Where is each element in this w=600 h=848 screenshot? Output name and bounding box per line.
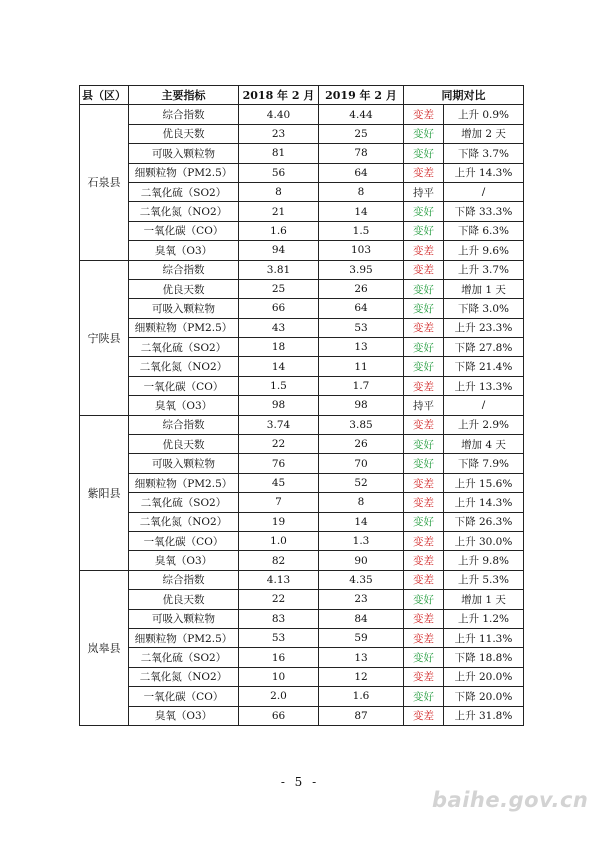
table-row — [80, 628, 524, 647]
county-name: 紫阳县 — [80, 415, 129, 570]
value-2018-cell: 16 — [239, 648, 319, 667]
value-2019-cell: 4.44 — [319, 105, 404, 124]
indicator-cell: 二氧化氮（NO2） — [129, 667, 239, 686]
indicator-cell: 二氧化硫（SO2） — [129, 648, 239, 667]
change-cell: 上升 30.0% — [444, 531, 524, 550]
value-2019-cell: 14 — [319, 202, 404, 221]
value-2018-cell: 3.74 — [239, 415, 319, 434]
change-cell: 增加 2 天 — [444, 124, 524, 143]
table-row — [80, 241, 524, 260]
value-2019-cell: 1.3 — [319, 531, 404, 550]
county-name: 宁陕县 — [80, 260, 129, 415]
table-row — [80, 706, 524, 725]
indicator-cell: 可吸入颗粒物 — [129, 144, 239, 163]
indicator-cell: 可吸入颗粒物 — [129, 299, 239, 318]
table-row — [80, 182, 524, 201]
change-cell: / — [444, 396, 524, 415]
value-2018-cell: 22 — [239, 435, 319, 454]
trend-cell: 变好 — [404, 124, 444, 143]
indicator-cell: 细颗粒物（PM2.5） — [129, 163, 239, 182]
table-row — [80, 144, 524, 163]
value-2019-cell: 26 — [319, 435, 404, 454]
trend-cell: 变差 — [404, 628, 444, 647]
change-cell: 上升 2.9% — [444, 415, 524, 434]
indicator-cell: 优良天数 — [129, 590, 239, 609]
trend-cell: 持平 — [404, 182, 444, 201]
trend-cell: 变好 — [404, 357, 444, 376]
value-2019-cell: 23 — [319, 590, 404, 609]
value-2018-cell: 45 — [239, 473, 319, 492]
trend-cell: 变差 — [404, 376, 444, 395]
change-cell: / — [444, 182, 524, 201]
value-2019-cell: 1.5 — [319, 221, 404, 240]
indicator-cell: 综合指数 — [129, 570, 239, 589]
trend-cell: 变差 — [404, 609, 444, 628]
indicator-cell: 二氧化硫（SO2） — [129, 493, 239, 512]
indicator-cell: 臭氧（O3） — [129, 396, 239, 415]
value-2019-cell: 1.7 — [319, 376, 404, 395]
table-row — [80, 435, 524, 454]
trend-cell: 变差 — [404, 105, 444, 124]
value-2019-cell: 26 — [319, 279, 404, 298]
value-2019-cell: 3.95 — [319, 260, 404, 279]
watermark-logo: baihe.gov.cn — [432, 788, 589, 812]
change-cell: 上升 31.8% — [444, 706, 524, 725]
value-2019-cell: 12 — [319, 667, 404, 686]
indicator-cell: 二氧化氮（NO2） — [129, 357, 239, 376]
trend-cell: 变差 — [404, 318, 444, 337]
value-2018-cell: 4.40 — [239, 105, 319, 124]
table-row — [80, 590, 524, 609]
value-2018-cell: 98 — [239, 396, 319, 415]
change-cell: 下降 20.0% — [444, 687, 524, 706]
indicator-cell: 优良天数 — [129, 435, 239, 454]
trend-cell: 变差 — [404, 163, 444, 182]
value-2019-cell: 14 — [319, 512, 404, 531]
indicator-cell: 优良天数 — [129, 279, 239, 298]
value-2018-cell: 18 — [239, 338, 319, 357]
page-number: - 5 - — [280, 775, 320, 789]
trend-cell: 变好 — [404, 590, 444, 609]
trend-cell: 变差 — [404, 493, 444, 512]
table-row — [80, 318, 524, 337]
change-cell: 下降 3.7% — [444, 144, 524, 163]
table-body — [80, 105, 524, 726]
indicator-cell: 臭氧（O3） — [129, 551, 239, 570]
indicator-cell: 细颗粒物（PM2.5） — [129, 628, 239, 647]
change-cell: 下降 7.9% — [444, 454, 524, 473]
value-2018-cell: 2.0 — [239, 687, 319, 706]
value-2019-cell: 25 — [319, 124, 404, 143]
indicator-cell: 可吸入颗粒物 — [129, 454, 239, 473]
change-cell: 下降 3.0% — [444, 299, 524, 318]
value-2019-cell: 13 — [319, 648, 404, 667]
indicator-cell: 可吸入颗粒物 — [129, 609, 239, 628]
value-2018-cell: 19 — [239, 512, 319, 531]
header-2019: 2019 年 2 月 — [319, 86, 404, 105]
header-indicator: 主要指标 — [129, 86, 239, 105]
change-cell: 上升 5.3% — [444, 570, 524, 589]
header-comparison: 同期对比 — [404, 86, 524, 105]
trend-cell: 变好 — [404, 648, 444, 667]
table-row — [80, 570, 524, 589]
indicator-cell: 二氧化氮（NO2） — [129, 512, 239, 531]
indicator-cell: 一氧化碳（CO） — [129, 531, 239, 550]
value-2019-cell: 64 — [319, 299, 404, 318]
indicator-cell: 细颗粒物（PM2.5） — [129, 473, 239, 492]
trend-cell: 变好 — [404, 144, 444, 163]
value-2019-cell: 64 — [319, 163, 404, 182]
change-cell: 下降 33.3% — [444, 202, 524, 221]
value-2018-cell: 56 — [239, 163, 319, 182]
table-row — [80, 454, 524, 473]
table-row — [80, 648, 524, 667]
value-2018-cell: 83 — [239, 609, 319, 628]
value-2019-cell: 13 — [319, 338, 404, 357]
table-row — [80, 338, 524, 357]
change-cell: 上升 20.0% — [444, 667, 524, 686]
value-2018-cell: 23 — [239, 124, 319, 143]
change-cell: 下降 21.4% — [444, 357, 524, 376]
value-2018-cell: 82 — [239, 551, 319, 570]
header-2018: 2018 年 2 月 — [239, 86, 319, 105]
value-2018-cell: 53 — [239, 628, 319, 647]
indicator-cell: 综合指数 — [129, 105, 239, 124]
table-row — [80, 512, 524, 531]
trend-cell: 变差 — [404, 241, 444, 260]
value-2018-cell: 8 — [239, 182, 319, 201]
table-row — [80, 531, 524, 550]
table-row — [80, 376, 524, 395]
table-row — [80, 357, 524, 376]
value-2018-cell: 22 — [239, 590, 319, 609]
table-row — [80, 493, 524, 512]
value-2019-cell: 4.35 — [319, 570, 404, 589]
value-2018-cell: 94 — [239, 241, 319, 260]
change-cell: 上升 14.3% — [444, 163, 524, 182]
table-row — [80, 221, 524, 240]
trend-cell: 变好 — [404, 299, 444, 318]
table-row — [80, 279, 524, 298]
indicator-cell: 臭氧（O3） — [129, 241, 239, 260]
value-2019-cell: 8 — [319, 182, 404, 201]
indicator-cell: 一氧化碳（CO） — [129, 221, 239, 240]
value-2019-cell: 70 — [319, 454, 404, 473]
trend-cell: 持平 — [404, 396, 444, 415]
value-2019-cell: 59 — [319, 628, 404, 647]
table-row — [80, 415, 524, 434]
trend-cell: 变好 — [404, 338, 444, 357]
indicator-cell: 一氧化碳（CO） — [129, 687, 239, 706]
trend-cell: 变差 — [404, 531, 444, 550]
value-2018-cell: 7 — [239, 493, 319, 512]
trend-cell: 变差 — [404, 551, 444, 570]
value-2018-cell: 1.6 — [239, 221, 319, 240]
change-cell: 下降 27.8% — [444, 338, 524, 357]
change-cell: 上升 9.6% — [444, 241, 524, 260]
indicator-cell: 二氧化氮（NO2） — [129, 202, 239, 221]
value-2018-cell: 76 — [239, 454, 319, 473]
change-cell: 上升 9.8% — [444, 551, 524, 570]
value-2019-cell: 78 — [319, 144, 404, 163]
table-row — [80, 551, 524, 570]
change-cell: 上升 14.3% — [444, 493, 524, 512]
value-2019-cell: 8 — [319, 493, 404, 512]
header-county: 县（区） — [80, 86, 129, 105]
value-2019-cell: 52 — [319, 473, 404, 492]
value-2018-cell: 1.5 — [239, 376, 319, 395]
value-2019-cell: 103 — [319, 241, 404, 260]
value-2018-cell: 21 — [239, 202, 319, 221]
table-row — [80, 396, 524, 415]
trend-cell: 变差 — [404, 667, 444, 686]
table-row — [80, 687, 524, 706]
value-2019-cell: 53 — [319, 318, 404, 337]
change-cell: 上升 23.3% — [444, 318, 524, 337]
air-quality-table — [79, 85, 524, 726]
value-2019-cell: 3.85 — [319, 415, 404, 434]
county-name: 岚皋县 — [80, 570, 129, 725]
change-cell: 上升 1.2% — [444, 609, 524, 628]
trend-cell: 变好 — [404, 221, 444, 240]
value-2018-cell: 66 — [239, 706, 319, 725]
trend-cell: 变好 — [404, 435, 444, 454]
trend-cell: 变好 — [404, 454, 444, 473]
change-cell: 上升 3.7% — [444, 260, 524, 279]
county-name: 石泉县 — [80, 105, 129, 260]
value-2018-cell: 10 — [239, 667, 319, 686]
value-2019-cell: 11 — [319, 357, 404, 376]
trend-cell: 变好 — [404, 687, 444, 706]
value-2018-cell: 81 — [239, 144, 319, 163]
change-cell: 增加 4 天 — [444, 435, 524, 454]
change-cell: 上升 0.9% — [444, 105, 524, 124]
value-2019-cell: 90 — [319, 551, 404, 570]
value-2018-cell: 4.13 — [239, 570, 319, 589]
table-row — [80, 202, 524, 221]
trend-cell: 变好 — [404, 512, 444, 531]
table-row — [80, 124, 524, 143]
value-2018-cell: 25 — [239, 279, 319, 298]
value-2018-cell: 66 — [239, 299, 319, 318]
trend-cell: 变差 — [404, 706, 444, 725]
value-2018-cell: 3.81 — [239, 260, 319, 279]
change-cell: 下降 18.8% — [444, 648, 524, 667]
trend-cell: 变差 — [404, 415, 444, 434]
indicator-cell: 优良天数 — [129, 124, 239, 143]
change-cell: 上升 15.6% — [444, 473, 524, 492]
value-2018-cell: 14 — [239, 357, 319, 376]
value-2019-cell: 84 — [319, 609, 404, 628]
indicator-cell: 细颗粒物（PM2.5） — [129, 318, 239, 337]
change-cell: 上升 11.3% — [444, 628, 524, 647]
change-cell: 上升 13.3% — [444, 376, 524, 395]
value-2019-cell: 98 — [319, 396, 404, 415]
table-row — [80, 105, 524, 124]
value-2018-cell: 43 — [239, 318, 319, 337]
trend-cell: 变好 — [404, 279, 444, 298]
value-2019-cell: 1.6 — [319, 687, 404, 706]
change-cell: 下降 6.3% — [444, 221, 524, 240]
change-cell: 增加 1 天 — [444, 590, 524, 609]
trend-cell: 变差 — [404, 260, 444, 279]
table-header-row — [80, 86, 524, 105]
table-row — [80, 609, 524, 628]
change-cell: 增加 1 天 — [444, 279, 524, 298]
table-row — [80, 260, 524, 279]
table-row — [80, 667, 524, 686]
table-row — [80, 473, 524, 492]
value-2019-cell: 87 — [319, 706, 404, 725]
value-2018-cell: 1.0 — [239, 531, 319, 550]
trend-cell: 变差 — [404, 570, 444, 589]
indicator-cell: 综合指数 — [129, 260, 239, 279]
table-row — [80, 163, 524, 182]
change-cell: 下降 26.3% — [444, 512, 524, 531]
indicator-cell: 二氧化硫（SO2） — [129, 182, 239, 201]
indicator-cell: 综合指数 — [129, 415, 239, 434]
indicator-cell: 一氧化碳（CO） — [129, 376, 239, 395]
indicator-cell: 二氧化硫（SO2） — [129, 338, 239, 357]
trend-cell: 变好 — [404, 202, 444, 221]
table-row — [80, 299, 524, 318]
trend-cell: 变差 — [404, 473, 444, 492]
indicator-cell: 臭氧（O3） — [129, 706, 239, 725]
